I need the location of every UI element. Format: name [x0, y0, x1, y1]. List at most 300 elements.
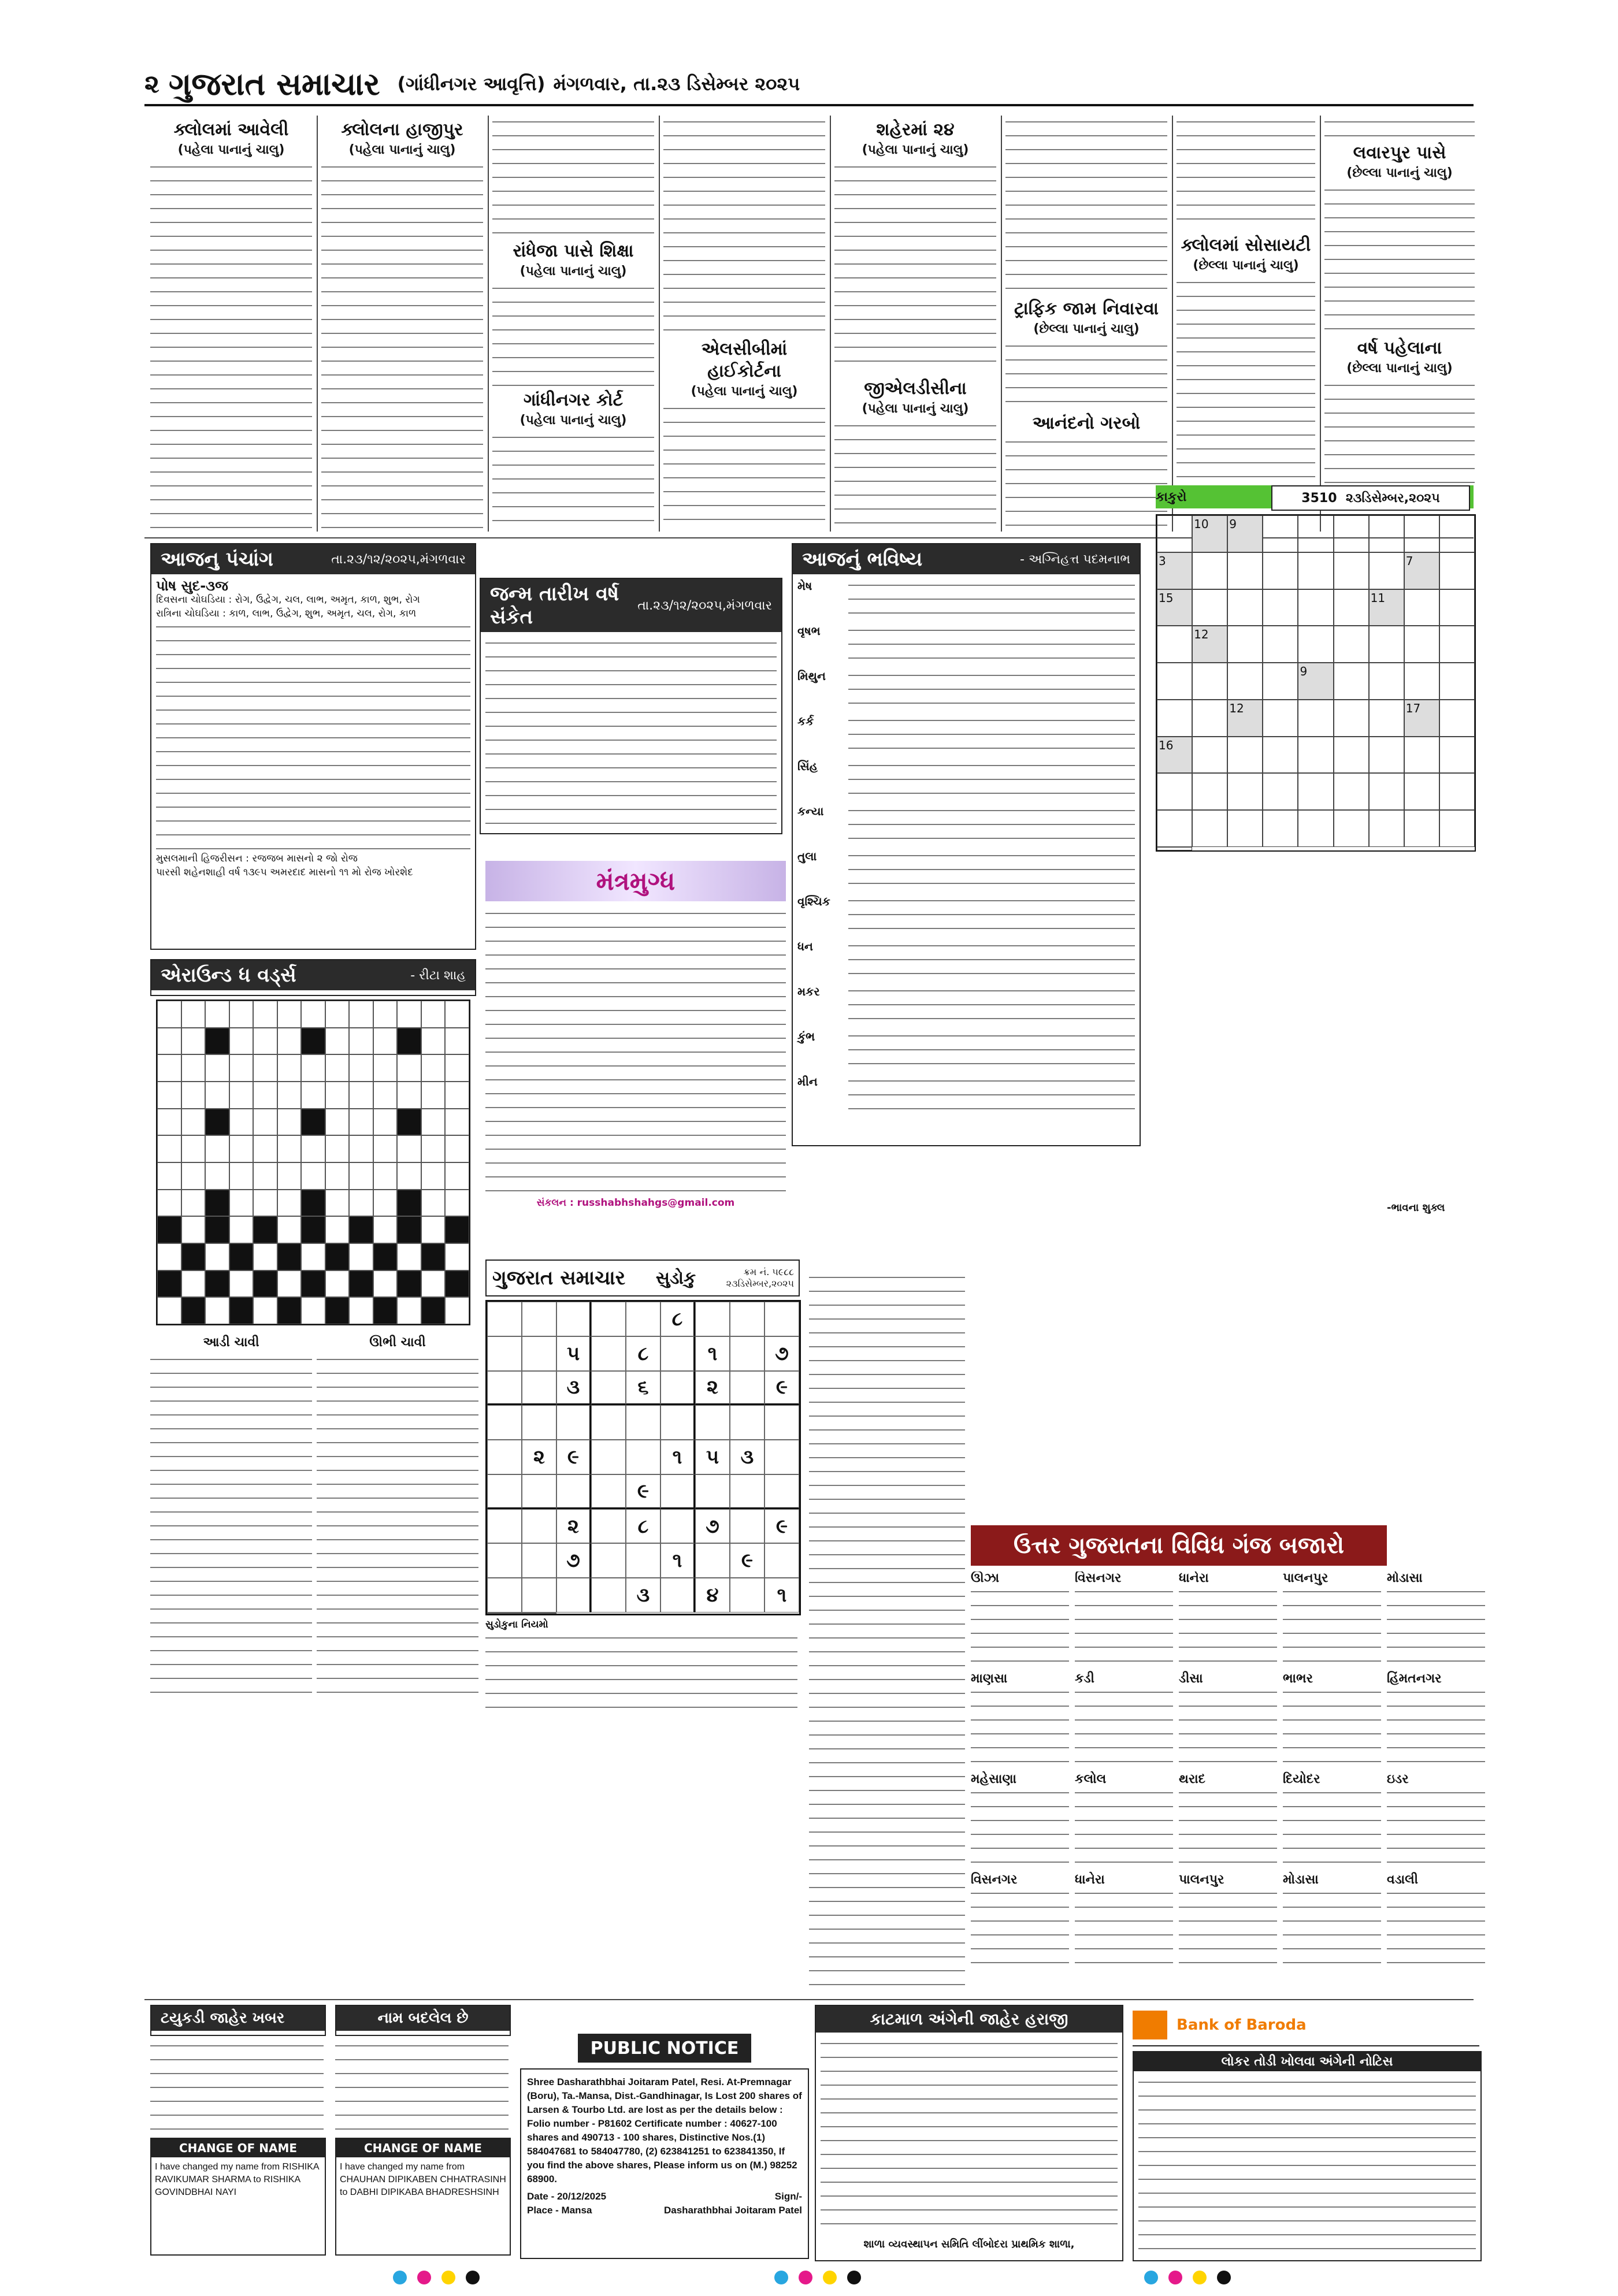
crossword-cell	[349, 1135, 373, 1162]
kakuro-cell	[1227, 773, 1263, 810]
kakuro-cell	[1157, 847, 1192, 850]
horoscope-item	[797, 759, 1135, 801]
market-place: થરાદ	[1179, 1772, 1205, 1786]
kakuro-cell	[1157, 700, 1192, 737]
crossword-cell	[277, 1243, 302, 1270]
crossword-cell	[445, 1270, 469, 1298]
crossword-cell	[277, 1297, 302, 1324]
sudoku-cell	[487, 1302, 522, 1336]
sudoku-cell	[765, 1543, 799, 1578]
bank-header	[1133, 2005, 1479, 2046]
kakuro-cell	[1298, 810, 1333, 847]
sudoku-cell	[487, 1405, 522, 1440]
sudoku-title: સુડોકુ	[655, 1268, 696, 1288]
sudoku-cell: ૫	[556, 1336, 591, 1371]
market-place: માણસા	[971, 1671, 1008, 1686]
crossword-cell	[349, 1297, 373, 1324]
change-of-name-box-1: CHANGE OF NAME I have changed my name from RISHIKA RAVIKUMAR SHARMA to RISHIKA GOVINDBHAI NAYI	[150, 2138, 326, 2256]
crossword-cell	[397, 1216, 421, 1243]
kakuro-cell	[1439, 810, 1475, 847]
kakuro-cell	[1439, 515, 1475, 552]
crossword-cell	[277, 1216, 302, 1243]
sudoku-cell	[487, 1371, 522, 1406]
horoscope-item	[797, 624, 1135, 666]
crossword-cell	[229, 1109, 254, 1136]
kakuro-cell	[1263, 552, 1298, 589]
crossword-cell	[421, 1109, 446, 1136]
kakuro-cell	[1157, 810, 1192, 847]
crossword-cell	[277, 1135, 302, 1162]
crossword-cell	[157, 1270, 181, 1298]
horoscope-sign: કન્યા	[797, 804, 824, 818]
crossword-cell	[349, 1216, 373, 1243]
kakuro-cell	[1439, 700, 1475, 737]
story-title: આનંદનો ગરબો	[1032, 413, 1141, 433]
kakuro-cell	[1404, 589, 1439, 626]
panchang-title: આજનુ પંચાંગ	[161, 548, 273, 571]
kakuro-cell	[1369, 810, 1404, 847]
market-place: પાલનપુર	[1283, 1571, 1328, 1585]
sudoku-cell	[591, 1578, 626, 1613]
crossword-cell	[373, 1190, 398, 1217]
crossword-cell	[181, 1054, 206, 1082]
kakuro-cell	[1404, 515, 1439, 552]
panchang-header	[151, 544, 475, 574]
kakuro-cell	[1369, 737, 1404, 774]
sudoku-cell: ૭	[765, 1336, 799, 1371]
crossword-cell	[349, 1082, 373, 1109]
panchang-date: તા.૨૩/૧૨/૨૦૨૫,મંગળવાર	[331, 552, 466, 567]
kakuro-grid	[1156, 514, 1476, 852]
public-notice-title: PUBLIC NOTICE	[578, 2034, 751, 2063]
kakuro-cell	[1369, 552, 1404, 589]
sudoku-cell	[522, 1578, 556, 1613]
crossword-cell	[205, 1216, 229, 1243]
sudoku-cell: ૯	[626, 1474, 660, 1509]
kakuro-cell: 7	[1404, 552, 1439, 589]
sudoku-cell: ૭	[556, 1543, 591, 1578]
sudoku-cell: ૧	[765, 1578, 799, 1613]
mantra-body	[485, 907, 786, 1219]
kakuro-cell: 12	[1227, 700, 1263, 737]
story-title: રાંધેજા પાસે શિક્ષા	[513, 241, 634, 261]
kakuro-cell	[1263, 700, 1298, 737]
birthday-header	[481, 579, 781, 632]
crossword-cell	[253, 1216, 277, 1243]
crossword-cell	[157, 1162, 181, 1190]
sudoku-cell	[660, 1405, 695, 1440]
crossword-cell	[229, 1028, 254, 1055]
registration-marks	[393, 2271, 480, 2284]
crossword-cell	[301, 1270, 325, 1298]
market-place: પાલનપુર	[1179, 1873, 1224, 1887]
kakuro-cell: 11	[1369, 589, 1404, 626]
sudoku-cell: ૩	[730, 1440, 765, 1474]
crossword-cell	[181, 1216, 206, 1243]
crossword-cell	[397, 1190, 421, 1217]
sudoku-cell: ૯	[730, 1543, 765, 1578]
sudoku-cell: ૪	[695, 1578, 730, 1613]
sudoku-rules: સુડોકુના નિયમો	[485, 1618, 797, 1716]
story-title: ક્લોલના હાજીપુર	[341, 120, 463, 140]
kakuro-cell	[1227, 626, 1263, 663]
crossword-cell	[325, 1243, 350, 1270]
kakuro-cell	[1334, 552, 1369, 589]
crossword-cell	[373, 1028, 398, 1055]
sudoku-cell	[487, 1336, 522, 1371]
kakuro-title: કાકુરો	[1156, 489, 1187, 504]
kakuro-cell	[1192, 589, 1227, 626]
panchang-line: પારસી શહેનશાહી વર્ષ ૧૩૯૫ અમરદાદ માસનો ૧૧ મો રોજ ખોરશેદ	[156, 867, 413, 878]
kakuro-cell	[1334, 626, 1369, 663]
public-notice-sign: Sign/-	[774, 2191, 802, 2202]
crossword-cell	[421, 1190, 446, 1217]
sudoku-cell: ૮	[626, 1336, 660, 1371]
kakuro-cell	[1334, 773, 1369, 810]
sudoku-cell: ૮	[660, 1302, 695, 1336]
crossword-cell	[445, 1216, 469, 1243]
registration-marks	[1144, 2271, 1231, 2284]
kakuro-cell	[1298, 626, 1333, 663]
crossword-cell	[421, 1082, 446, 1109]
kakuro-cell	[1298, 552, 1333, 589]
crossword-cell	[157, 1190, 181, 1217]
registration-marks	[774, 2271, 861, 2284]
horoscope-item	[797, 1030, 1135, 1071]
crossword-cell	[253, 1135, 277, 1162]
crossword-cell	[421, 1243, 446, 1270]
horoscope-item	[797, 714, 1135, 756]
market-place: ધાનેરા	[1075, 1873, 1105, 1887]
crossword-cell	[301, 1082, 325, 1109]
kakuro-cell: 17	[1404, 700, 1439, 737]
crossword-cell	[157, 1243, 181, 1270]
sudoku-cell	[660, 1371, 695, 1406]
crossword-cell	[229, 1270, 254, 1298]
horoscope-sign: વૃષભ	[797, 624, 821, 638]
market-place: ઇડર	[1387, 1772, 1409, 1786]
change-of-name-text-1: I have changed my name from RISHIKA RAVIKUMAR SHARMA to RISHIKA GOVINDBHAI NAYI	[155, 2162, 319, 2197]
kakuro-cell	[1369, 626, 1404, 663]
crossword-cell	[205, 1054, 229, 1082]
crossword-author: - રીટા શાહ	[410, 968, 466, 983]
sudoku-cell	[487, 1578, 522, 1613]
crossword-cell	[325, 1109, 350, 1136]
crossword-cell	[301, 1054, 325, 1082]
market-column	[1283, 1571, 1381, 1993]
crossword-cell	[445, 1054, 469, 1082]
kakuro-cell	[1298, 515, 1333, 552]
kakuro-cell: 3	[1157, 552, 1192, 589]
masthead	[144, 64, 1474, 106]
horoscope-sign: તુલા	[797, 849, 817, 863]
crossword-cell	[181, 1028, 206, 1055]
crossword-cell	[373, 1243, 398, 1270]
sudoku-cell	[522, 1371, 556, 1406]
name-change-header: નામ બદલેલ છે	[335, 2005, 511, 2036]
story-title: એલસીબીમાં હાઈકોર્ટના	[701, 339, 788, 381]
market-column	[809, 1271, 965, 1993]
bank-name: Bank of Baroda	[1177, 2016, 1307, 2034]
crossword-cell	[229, 1243, 254, 1270]
panchang-tithi: પોષ સુદ-૩જ	[156, 578, 228, 594]
crossword-cell	[325, 1190, 350, 1217]
market-banner: ઉત્તર ગુજરાતના વિવિધ ગંજ બજારો	[971, 1525, 1387, 1566]
crossword-cell	[253, 1054, 277, 1082]
story-sub: (પહેલા પાનાનું ચાલુ)	[519, 264, 627, 278]
sudoku-cell	[522, 1509, 556, 1544]
kakuro-cell	[1334, 515, 1369, 552]
sudoku-cell: ૧	[660, 1440, 695, 1474]
crossword-cell	[421, 1162, 446, 1190]
sudoku-cell	[626, 1543, 660, 1578]
crossword-cell	[277, 1028, 302, 1055]
kakuro-cell	[1439, 663, 1475, 700]
crossword-cell	[205, 1162, 229, 1190]
story-title: ક્લોલમાં આવેલી	[173, 120, 289, 140]
crossword-cell	[301, 1109, 325, 1136]
story-title: જીએલડીસીના	[864, 378, 967, 399]
sudoku-cell	[522, 1543, 556, 1578]
sudoku-cell	[487, 1543, 522, 1578]
story-body	[492, 431, 654, 532]
kakuro-cell	[1192, 700, 1227, 737]
sudoku-cell	[556, 1302, 591, 1336]
horoscope-item	[797, 669, 1135, 711]
sudoku-cell	[626, 1440, 660, 1474]
kakuro-author: -ભાવના શુક્લ	[1387, 1202, 1445, 1214]
kakuro-cell	[1192, 663, 1227, 700]
market-place: ઊંઝા	[971, 1571, 1000, 1585]
crossword-cell	[325, 1135, 350, 1162]
kakuro-cell	[1263, 737, 1298, 774]
crossword-cell	[229, 1216, 254, 1243]
story-sub: (છેલ્લા પાનાનું ચાલુ)	[1193, 258, 1299, 273]
crossword-cell	[349, 1270, 373, 1298]
crossword-cell	[445, 1162, 469, 1190]
crossword-cell	[373, 1109, 398, 1136]
story-sub: (છેલ્લા પાનાનું ચાલુ)	[1346, 166, 1453, 180]
horoscope-sign: મિથુન	[797, 669, 826, 683]
sudoku-cell	[660, 1578, 695, 1613]
market-place: વિસનગર	[971, 1873, 1018, 1887]
sudoku-cell	[695, 1474, 730, 1509]
sudoku-cell	[591, 1405, 626, 1440]
kakuro-cell: 16	[1157, 737, 1192, 774]
sudoku-cell	[730, 1302, 765, 1336]
crossword-cell	[373, 1216, 398, 1243]
market-column	[1075, 1571, 1173, 1993]
crossword-cell	[253, 1297, 277, 1324]
crossword-cell	[397, 1297, 421, 1324]
story-sub: (પહેલા પાનાનું ચાલુ)	[862, 143, 969, 157]
kakuro-cell	[1439, 589, 1475, 626]
brand-logo: ગુજરાત સમાચાર	[168, 65, 380, 102]
story-body	[492, 282, 654, 386]
sudoku-cell	[591, 1509, 626, 1544]
story-body	[663, 402, 825, 532]
sudoku-cell: ૨	[556, 1509, 591, 1544]
horoscope-item	[797, 1075, 1135, 1116]
story-body	[492, 116, 654, 237]
kakuro-cell: 9	[1298, 663, 1333, 700]
sudoku-cell	[695, 1405, 730, 1440]
crossword-cell	[373, 1135, 398, 1162]
kakuro-cell: 10	[1192, 515, 1227, 552]
crossword-cell	[349, 1054, 373, 1082]
crossword-cell	[229, 1001, 254, 1028]
crossword-cell	[301, 1135, 325, 1162]
kakuro-cell	[1334, 589, 1369, 626]
mantra-title: મંત્રમુગ્ધ	[485, 861, 786, 901]
story-title: શહેરમાં ૨૪	[876, 120, 955, 140]
crossword-cell	[301, 1216, 325, 1243]
crossword-cell	[373, 1082, 398, 1109]
sudoku-cell	[695, 1543, 730, 1578]
crossword-cell	[397, 1054, 421, 1082]
crossword-grid	[156, 1000, 470, 1325]
crossword-cell	[229, 1054, 254, 1082]
kakuro-cell	[1192, 552, 1227, 589]
crossword-cell	[349, 1243, 373, 1270]
kakuro-cell	[1263, 663, 1298, 700]
sudoku-cell: ૬	[626, 1371, 660, 1406]
crossword-cell	[205, 1082, 229, 1109]
panchang-box	[150, 543, 476, 950]
sudoku-cell	[730, 1371, 765, 1406]
kakuro-cell	[1404, 810, 1439, 847]
crossword-cell	[445, 1243, 469, 1270]
sudoku-cell	[591, 1474, 626, 1509]
horoscope-item	[797, 579, 1135, 621]
kakuro-cell	[1334, 663, 1369, 700]
crossword-cell	[445, 1135, 469, 1162]
tender-box: કાટમાળ અંગેની જાહેર હરાજી શાળા વ્યવસ્થાપન સમિતિ લીંબોદરા પ્રાથમિક શાળા,	[815, 2005, 1123, 2261]
kakuro-cell	[1334, 810, 1369, 847]
crossword-cell	[373, 1162, 398, 1190]
tyuki-header: ટયુકડી જાહેર ખબર	[150, 2005, 326, 2036]
sudoku-cell	[556, 1474, 591, 1509]
panchang-line: દિવસના ચોઘડિયા : રોગ, ઉદ્વેગ, ચલ, લાભ, અમૃત, કાળ, શુભ, રોગ	[156, 594, 420, 605]
change-of-name-box-2: CHANGE OF NAME I have changed my name from CHAUHAN DIPIKABEN CHHATRASINH to DABHI DIPIKABA BHADRESHSINH	[335, 2138, 511, 2256]
story-body	[1324, 116, 1475, 139]
sudoku-cell	[591, 1302, 626, 1336]
sudoku-cell: ૫	[695, 1440, 730, 1474]
panchang-line: રાત્રિના ચોઘડિયા : કાળ, લાભ, ઉદ્વેગ, શુભ, અમૃત, ચલ, રોગ, કાળ	[156, 608, 417, 619]
bank-notice-box: લોકર તોડી ખોલવા અંગેની નોટિસ	[1133, 2051, 1482, 2261]
crossword-cell	[229, 1162, 254, 1190]
crossword-cell	[277, 1190, 302, 1217]
horoscope-item	[797, 984, 1135, 1026]
market-column	[971, 1571, 1069, 1993]
sudoku-cell	[626, 1302, 660, 1336]
kakuro-cell	[1157, 626, 1192, 663]
crossword-cell	[445, 1082, 469, 1109]
crossword-cell	[349, 1162, 373, 1190]
market-place: હિંમતનગર	[1387, 1671, 1442, 1686]
kakuro-cell	[1298, 773, 1333, 810]
crossword-cell	[229, 1190, 254, 1217]
sudoku-cell	[591, 1371, 626, 1406]
kakuro-cell	[1439, 552, 1475, 589]
public-notice-text: Shree Dasharathbhai Joitaram Patel, Resi. At-Premnagar (Boru), Ta.-Mansa, Dist.-Gandhinagar, Is Lost 200 shares of Larsen & Tourbo Ltd. are lost as per the details below : Folio number - P81602 Certificate number : 40627-100 shares and 490713 - 100 shares, Distinctive Nos.(1) 584047681 to 584047780, (2) 623841251 to 623841350, If you find the above shares, Please inform us on (M.) 98252 68900.	[527, 2076, 802, 2184]
story-body	[1005, 436, 1167, 532]
kakuro-number: 3510 ૨૩ડિસેમ્બર,૨૦૨૫	[1271, 485, 1470, 511]
crossword-cell	[421, 1216, 446, 1243]
crossword-cell	[397, 1082, 421, 1109]
sudoku-cell: ૩	[626, 1578, 660, 1613]
public-notice-box	[520, 2068, 809, 2259]
sudoku-cell	[522, 1474, 556, 1509]
crossword-cell	[325, 1162, 350, 1190]
crossword-cell	[205, 1243, 229, 1270]
crossword-cell	[181, 1109, 206, 1136]
horoscope-header	[793, 544, 1140, 574]
story-column	[663, 116, 825, 532]
horoscope-author: - અગ્નિહત્ત પદમનાભ	[1020, 552, 1130, 567]
story-sub: (પહેલા પાનાનું ચાલુ)	[862, 402, 969, 416]
crossword-header-box	[150, 959, 476, 996]
crossword-cell	[205, 1190, 229, 1217]
crossword-cell	[421, 1028, 446, 1055]
crossword-cell	[421, 1135, 446, 1162]
kakuro-cell	[1334, 700, 1369, 737]
sudoku-brand: ગુજરાત સમાચાર	[492, 1266, 626, 1290]
story-body	[1177, 276, 1315, 507]
kakuro-cell: 12	[1192, 626, 1227, 663]
crossword-cell	[301, 1001, 325, 1028]
sudoku-cell: ૭	[695, 1509, 730, 1544]
panchang-line: મુસલમાની હિજરીસન : રજજબ માસનો ૨ જો રોજ	[156, 853, 358, 864]
horoscope-title: આજનું ભવિષ્ય	[802, 548, 923, 571]
kakuro-cell	[1227, 552, 1263, 589]
crossword-cell	[445, 1190, 469, 1217]
sudoku-cell: ૯	[765, 1371, 799, 1406]
crossword-cell	[373, 1001, 398, 1028]
sudoku-cell	[730, 1474, 765, 1509]
market-place: કલોલ	[1075, 1772, 1107, 1786]
crossword-cell	[445, 1109, 469, 1136]
story-sub: (છેલ્લા પાનાનું ચાલુ)	[1346, 361, 1453, 376]
crossword-cell	[349, 1190, 373, 1217]
crossword-cell	[181, 1270, 206, 1298]
crossword-cell	[325, 1054, 350, 1082]
kakuro-cell	[1404, 737, 1439, 774]
crossword-cell	[277, 1109, 302, 1136]
crossword-cell	[157, 1001, 181, 1028]
birthday-title: જન્મ તારીખ વર્ષ સંકેત	[490, 582, 619, 629]
crossword-down: ઊભી ચાવી	[317, 1335, 478, 1704]
kakuro-cell	[1369, 663, 1404, 700]
kakuro-cell	[1298, 700, 1333, 737]
story-column	[834, 116, 996, 532]
birthday-box	[480, 578, 782, 834]
market-place: મહેસાણા	[971, 1772, 1016, 1786]
bank-logo	[1133, 2011, 1167, 2039]
crossword-cell	[301, 1162, 325, 1190]
crossword-cell	[397, 1109, 421, 1136]
crossword-cell	[157, 1297, 181, 1324]
sudoku-cell	[522, 1613, 556, 1614]
story-column	[321, 116, 483, 532]
horoscope-item	[797, 849, 1135, 891]
market-place: ભાભર	[1283, 1671, 1313, 1686]
sudoku-cell: ૯	[556, 1440, 591, 1474]
sudoku-cell	[765, 1302, 799, 1336]
crossword-cell	[253, 1082, 277, 1109]
crossword-cell	[325, 1082, 350, 1109]
crossword-cell	[445, 1001, 469, 1028]
